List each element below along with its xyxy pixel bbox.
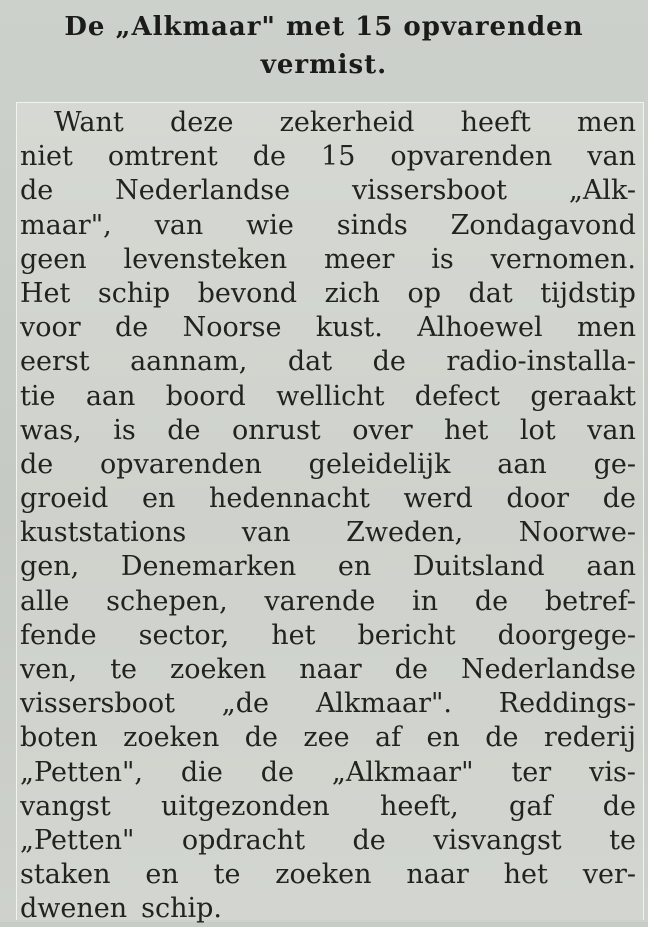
body-line: „Petten" opdracht de visvangst te: [20, 824, 636, 856]
body-line: Want deze zekerheid heeft men: [54, 107, 636, 138]
body-line: vissersboot „de Alkmaar". Reddings-: [20, 688, 636, 720]
body-line: geen levensteken meer is vernomen.: [20, 243, 636, 275]
body-line: ven, te zoeken naar de Nederlandse: [20, 654, 636, 685]
body-line: gen, Denemarken en Duitsland aan: [20, 551, 636, 583]
body-line: Het schip bevond zich op dat tijdstip: [20, 277, 636, 309]
body-line: maar", van wie sinds Zondagavond: [20, 209, 636, 241]
body-line: groeid en hedennacht werd door de: [20, 483, 636, 515]
headline-line-2: vermist.: [260, 50, 388, 80]
body-line: fende sector, het bericht doorgege-: [20, 619, 636, 651]
body-line: vangst uitgezonden heeft, gaf de: [20, 790, 636, 822]
body-line: boten zoeken de zee af en de rederij: [20, 722, 636, 754]
body-line: kuststations van Zweden, Noorwe-: [20, 517, 636, 549]
headline-line-1: De „Alkmaar" met 15 opvarenden: [64, 12, 584, 42]
body-line: niet omtrent de 15 opvarenden van: [20, 141, 636, 173]
body-line: voor de Noorse kust. Alhoewel men: [20, 312, 636, 344]
body-line: „Petten", die de „Alkmaar" ter vis-: [20, 756, 636, 788]
body-line: de Nederlandse vissersboot „Alk-: [20, 175, 636, 207]
body-line: staken en te zoeken naar het ver-: [20, 859, 636, 891]
body-line: alle schepen, varende in de betref-: [20, 585, 636, 617]
body-line: de opvarenden geleidelijk aan ge-: [20, 448, 636, 480]
body-line: was, is de onrust over het lot van: [20, 414, 636, 446]
body-line: dwenen schip.: [20, 893, 223, 925]
body-line: tie aan boord wellicht defect geraakt: [20, 380, 636, 412]
body-line: eerst aannam, dat de radio-installa-: [20, 346, 636, 378]
article-headline: [0, 8, 648, 84]
article-body: [20, 106, 636, 927]
